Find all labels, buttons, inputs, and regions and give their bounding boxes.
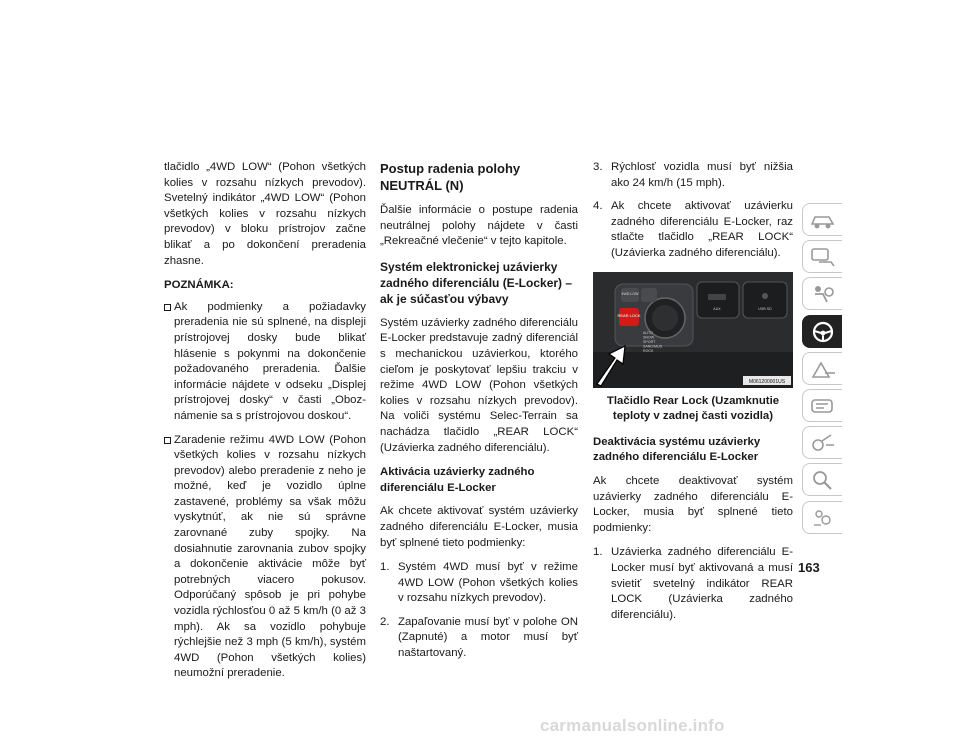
rear-lock-label: REAR LOCK — [617, 312, 641, 318]
note-item: Ak podmienky a požiadavky preradenia nie sú splnené, na displeji prístrojovej dosky bude blikať hlásenie s pokynmi na dokončenie požadovaného preradenia. Ďalšie informácie nájdete v odseku „Displej prístrojovej dosky“ v časti „Oboznámenie sa s prístrojovou doskou“. — [164, 300, 366, 425]
terrain-sandmud-label: SAND/MUD — [643, 344, 663, 349]
safety-airbag-icon — [809, 282, 837, 306]
note-title: POZNÁMKA: — [164, 279, 234, 292]
rear-lock-button-photo — [593, 272, 793, 388]
search-magnifier-icon — [809, 468, 837, 492]
column-middle — [380, 160, 578, 672]
wrench-tools-icon — [809, 431, 837, 455]
terrain-snow-label: SNOW — [643, 335, 655, 340]
terrain-rock-label: ROCK — [643, 348, 654, 353]
usb-sd-port-label: USB SD — [758, 306, 772, 311]
step-item: 1. Uzávierka zadného diferenciálu E-Locker musí byť aktivovaná a musí svietiť svetelný indikátor REAR LOCK (Uzávierka zadného diferenciálu). — [593, 546, 793, 621]
image-code: M061200001US — [748, 378, 786, 385]
tab-safety[interactable] — [802, 277, 842, 310]
activation-steps — [380, 560, 578, 662]
dashboard-message-icon — [809, 245, 837, 269]
aux-port-label: AUX — [713, 306, 721, 311]
checkbox-bullet-icon — [164, 304, 171, 311]
tab-servicing[interactable] — [802, 389, 842, 422]
tab-emergency[interactable] — [802, 352, 842, 385]
console-illustration — [593, 272, 793, 388]
road-warning-icon — [809, 357, 837, 381]
step-item: 2. Zapaľovanie musí byť v polohe ON (Zapnuté) a motor musí byť naštartovaný. — [380, 615, 578, 660]
paragraph: Ak chcete aktivovať systém uzávierky zadného diferenciálu E-Locker, musia byť splnené tieto podmienky: — [380, 505, 578, 549]
4wd-low-label: 4WD LOW — [621, 291, 639, 296]
terrain-sport-label: SPORT — [643, 339, 656, 344]
tab-starting-operating[interactable] — [802, 315, 842, 348]
deactivation-heading: Deaktivácia systému uzávierky zadného diferenciálu E-Locker — [593, 435, 761, 464]
tab-introduction[interactable] — [802, 203, 842, 236]
tab-getting-to-know[interactable] — [802, 240, 842, 273]
note-list — [164, 300, 366, 682]
column-left — [164, 160, 366, 690]
paragraph: Ďalšie informácie o postupe radenia neutrálnej polohy nájdete v časti „Rekreačné vlečenie“ v tejto kapitole. — [380, 204, 578, 248]
chapter-tabs — [802, 203, 842, 538]
column-right — [593, 160, 793, 633]
terrain-auto-label: AUTO — [643, 330, 653, 335]
intro-paragraph: tlačidlo „4WD LOW“ (Pohon všetkých kolies v rozsahu nízkych prevodov). Svetelný indikátor „4WD LOW“ (Pohon všetkých kolies v rozsahu nízkych prevodov) v bloku prístrojov začne blikať a po dokončení preradenia zhasne. — [164, 161, 366, 267]
page-number: 163 — [798, 560, 820, 575]
deactivation-steps — [593, 545, 793, 623]
subsection-heading: Systém elektronickej uzávierky zadného diferenciálu (E-Locker) – ak je súčasťou výbavy — [380, 259, 573, 306]
tab-multimedia[interactable] — [802, 501, 842, 534]
tab-technical[interactable] — [802, 426, 842, 459]
note-item: Zaradenie režimu 4WD LOW (Pohon všetkých kolies v rozsahu nízkych prevodov) alebo preradenie z neho je možné, keď je vozidlo úplne zastavené, problémy sa však môžu vyskytnúť, ak nie sú správne zarovnané zuby spojky. Na dosiahnutie zarovnania zubov spojky a dokončenie aktivácie môže byť potrebných viacero pokusov. Odporúčaný spôsob je pri pohybe vozidla rýchlosťou 0 až 5 km/h (0 až 3 mph). Ak sa vozidlo pohybuje rýchlejšie než 3 mph (5 km/h), systém 4WD (Pohon všetkých kolies) neumožní preradenie. — [164, 433, 366, 683]
step-item: 4. Ak chcete aktivovať uzávierku zadného diferenciálu E-Locker, raz stlačte tlačidlo „REAR LOCK“ (Uzávierka zadného diferenciálu). — [593, 200, 793, 259]
multimedia-icon — [809, 506, 837, 530]
checkbox-bullet-icon — [164, 437, 171, 444]
paragraph: Ak chcete deaktivovať systém uzávierky zadného diferenciálu E-Locker, musia byť splnené tieto podmienky: — [593, 474, 793, 534]
car-service-icon — [809, 394, 837, 418]
step-item: 1. Systém 4WD musí byť v režime 4WD LOW (Pohon všetkých kolies v rozsahu nízkych prevodov). — [380, 561, 578, 605]
step-item: 3. Rýchlosť vozidla musí byť nižšia ako 24 km/h (15 mph). — [593, 161, 793, 189]
watermark-footer: carmanualsonline.info — [540, 716, 725, 735]
activation-heading: Aktivácia uzávierky zadného diferenciálu E-Locker — [380, 466, 535, 494]
car-introduction-icon — [809, 208, 837, 232]
activation-steps-continued — [593, 160, 793, 262]
figure-caption: Tlačidlo Rear Lock (Uzamknutie teploty v zadnej časti vozidla) — [606, 394, 780, 423]
tab-index[interactable] — [802, 463, 842, 496]
section-heading: Postup radenia polohy NEUTRÁL (N) — [380, 161, 521, 193]
paragraph: Systém uzávierky zadného diferenciálu E-Locker predstavuje zadný diferenciál s mechanickou uzávierkou, ktorého cieľom je poskytovať lepšiu trakciu v režime 4WD LOW (Pohon všetkých kolies v rozsahu nízkych prevodov). Na voliči systému Selec-Terrain sa nachádza tlačidlo „REAR LOCK“ (Uzávierka zadného diferenciálu). — [380, 316, 578, 454]
steering-wheel-icon — [809, 320, 837, 344]
